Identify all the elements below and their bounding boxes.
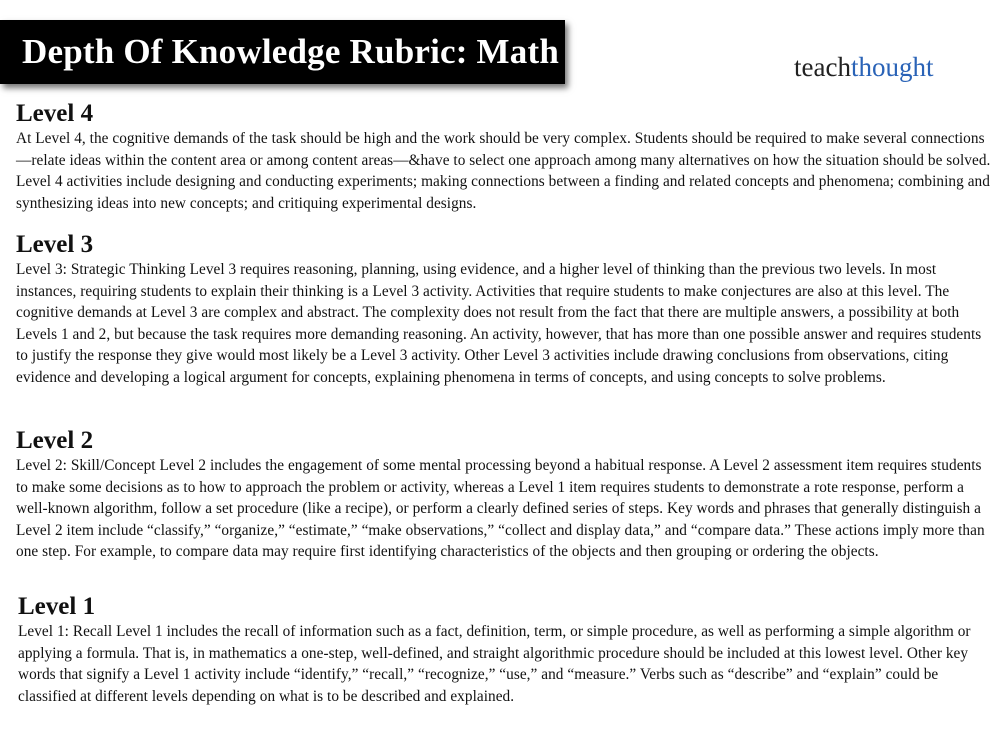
level-1-heading: Level 1 xyxy=(18,593,96,620)
level-2-description: Level 2: Skill/Concept Level 2 includes the engagement of some mental processing beyond a habitual response. A Level 2 assessment item requires students to make some decisions as to how to approach the problem or activity, whereas a Level 1 item requires students to demonstrate a rote response, perform a well-known algorithm, follow a set procedure (like a recipe), or perform a clearly defined series of steps. Key words and phrases that generally distinguish a Level 2 item include “classify,” “organize,” “estimate,” “make observations,” “collect and display data,” and “compare data.” These actions imply more than one step. For example, to compare data may require first identifying characteristics of the objects and then grouping or ordering the objects. xyxy=(16,457,985,561)
level-2-heading: Level 2 xyxy=(16,427,94,454)
page-title: Depth Of Knowledge Rubric: Math xyxy=(22,32,560,71)
level-3-description: Level 3: Strategic Thinking Level 3 requires reasoning, planning, using evidence, and a higher level of thinking than the previous two levels. In most instances, requiring students to explain their thinking is a Level 3 activity. Activities that require students to make conjectures are also at this level. The cognitive demands at Level 3 are complex and abstract. The complexity does not result from the fact that there are multiple answers, a possibility at both Levels 1 and 2, but because the task requires more demanding reasoning. An activity, however, that has more than one possible answer and requires students to justify the response they give would most likely be a Level 3 activity. Other Level 3 activities include drawing conclusions from observations, citing evidence and developing a logical argument for concepts, explaining phenomena in terms of concepts, and using concepts to solve problems. xyxy=(16,261,982,386)
level-1-section xyxy=(18,593,994,707)
title-banner xyxy=(0,20,565,84)
level-4-description: At Level 4, the cognitive demands of the task should be high and the work should be very complex. Students should be required to make several connections—relate ideas within the content area or among content areas—&have to select one approach among many alternatives on how the situation should be solved. Level 4 activities include designing and conducting experiments; making connections between a finding and related concepts and phenomena; combining and synthesizing ideas into new concepts; and critiquing experimental designs. xyxy=(16,130,991,212)
level-2-section xyxy=(16,427,992,563)
level-4-heading: Level 4 xyxy=(16,100,94,127)
brand-logo xyxy=(794,52,933,83)
level-3-heading: Level 3 xyxy=(16,231,94,258)
level-4-section xyxy=(16,100,992,214)
level-1-description: Level 1: Recall Level 1 includes the recall of information such as a fact, definition, term, or simple procedure, as well as performing a simple algorithm or applying a formula. That is, in mathematics a one-step, well-defined, and straight algorithmic procedure should be included at this lowest level. Other key words that signify a Level 1 activity include “identify,” “recall,” “recognize,” “use,” and “measure.” Verbs such as “describe” and “explain” could be classified at different levels depending on what is to be described and explained. xyxy=(18,623,971,705)
level-3-section xyxy=(16,231,992,389)
brand-logo-teach: teach xyxy=(794,52,851,82)
brand-logo-thought: thought xyxy=(850,52,934,82)
